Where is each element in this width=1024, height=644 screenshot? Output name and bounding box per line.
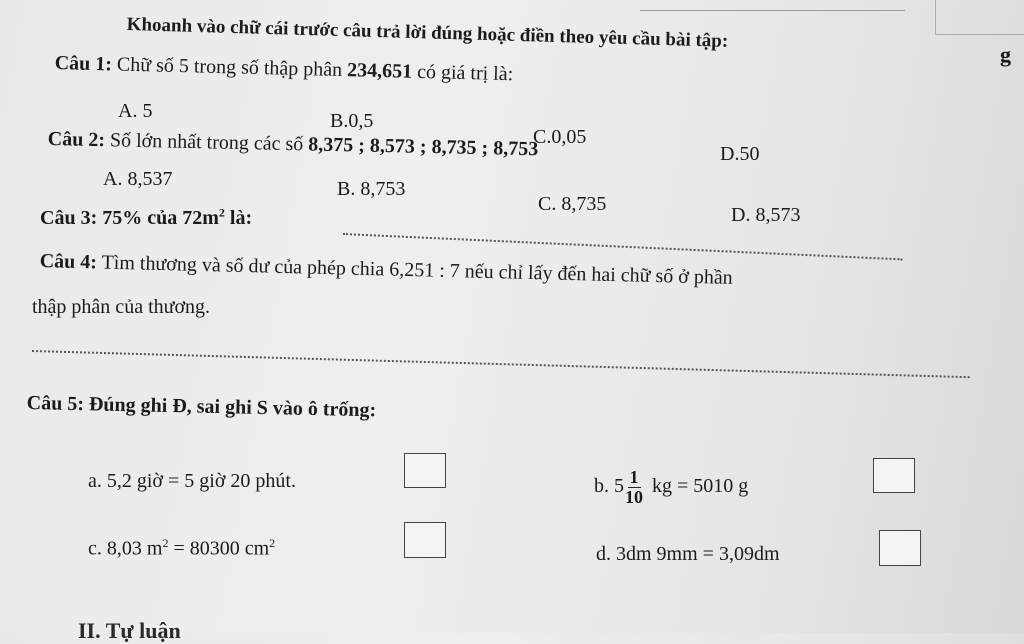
question-4 (39, 250, 733, 290)
q5-c-pre: c. 8,03 m (88, 537, 163, 560)
q2-text: Số lớn nhất trong các số (104, 129, 309, 156)
q5-item-d: d. 3dm 9mm = 3,09dm (596, 543, 780, 565)
q5-b-numerator: 1 (629, 467, 639, 487)
q1-option-b[interactable]: B.0,5 (330, 110, 374, 132)
top-rule (640, 10, 905, 11)
question-1 (54, 52, 513, 86)
q5-b-prefix: b. 5 (594, 474, 624, 497)
q1-option-d[interactable]: D.50 (720, 143, 760, 165)
question-5 (27, 392, 377, 422)
q2-option-a[interactable]: A. 8,537 (103, 168, 173, 190)
q3-label: Câu 3: 75% của 72m (40, 206, 219, 229)
q1-text: Chữ số 5 trong số thập phân (111, 53, 348, 82)
q5-label: Câu 5: (26, 392, 85, 416)
q5-text: Đúng ghi Đ, sai ghi S vào ô trống: (83, 393, 377, 422)
q2-option-b[interactable]: B. 8,753 (337, 178, 406, 200)
q1-number: 234,651 (346, 59, 413, 83)
q2-label: Câu 2: (47, 128, 106, 152)
section-footer: II. Tự luận (78, 618, 181, 643)
q5-box-c[interactable] (404, 522, 446, 558)
q1-option-a[interactable]: A. 5 (118, 100, 153, 122)
q2-option-d[interactable]: D. 8,573 (731, 204, 801, 226)
q5-c-sup2: 2 (269, 536, 276, 550)
q5-box-d[interactable] (879, 530, 921, 566)
margin-letter: g (1000, 42, 1011, 67)
q3-sup: 2 (218, 205, 225, 219)
q5-box-b[interactable] (873, 458, 915, 493)
instructions-header: Khoanh vào chữ cái trước câu trả lời đúng hoặc điền theo yêu cầu bài tập: (126, 14, 729, 52)
q3-text-end: là: (224, 206, 253, 229)
q2-numbers: 8,375 ; 8,573 ; 8,735 ; 8,753 (308, 133, 539, 161)
q4-line2: thập phân của thương. (32, 296, 211, 318)
q4-answer-line[interactable] (32, 350, 970, 378)
q5-box-a[interactable] (404, 453, 446, 488)
q1-label: Câu 1: (54, 52, 113, 76)
q5-item-b (594, 468, 748, 507)
question-3 (40, 205, 252, 230)
q5-item-a: a. 5,2 giờ = 5 giờ 20 phút. (88, 470, 296, 492)
q5-b-fraction (625, 468, 643, 507)
q5-c-mid: = 80300 cm (168, 537, 270, 560)
q4-line1: Tìm thương và số dư của phép chia 6,251 : 7 nếu chỉ lấy đến hai chữ số ở phần (96, 251, 733, 289)
q4-label: Câu 4: (39, 250, 98, 274)
q5-item-c (88, 536, 275, 561)
q5-b-denominator: 10 (625, 486, 643, 507)
q5-b-suffix: kg = 5010 g (647, 474, 749, 497)
q2-option-c[interactable]: C. 8,735 (538, 193, 607, 215)
q1-option-c[interactable]: C.0,05 (533, 126, 587, 148)
q3-answer-line[interactable] (343, 233, 903, 260)
corner-frame (935, 0, 1024, 35)
q5-c-sup1: 2 (162, 536, 169, 550)
question-2 (48, 128, 539, 161)
q1-text-end: có giá trị là: (411, 60, 514, 86)
